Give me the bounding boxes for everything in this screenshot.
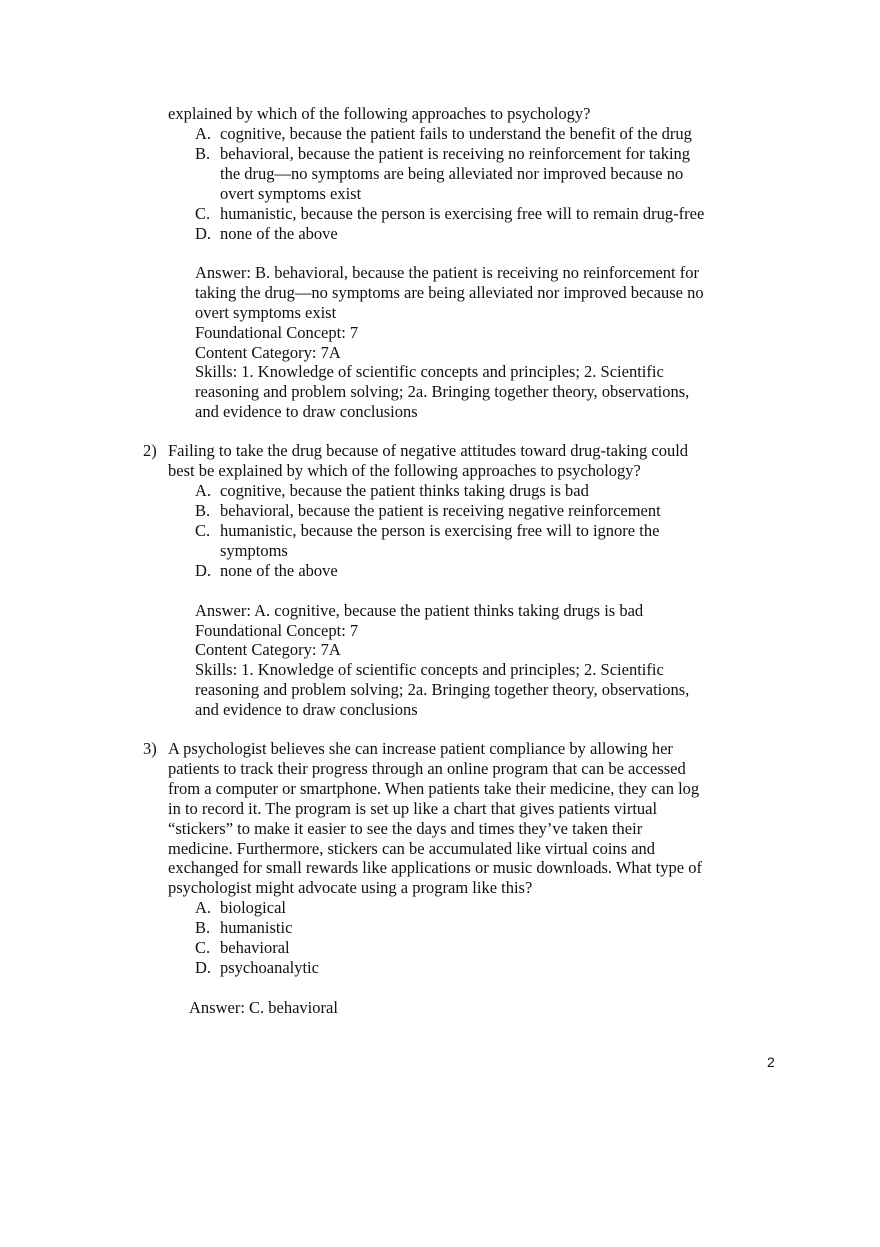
content-category: Content Category: 7A <box>195 343 341 362</box>
question-stem: A psychologist believes she can increase patient compliance by allowing her <box>168 739 673 758</box>
skills-line: and evidence to draw conclusions <box>195 700 418 719</box>
option-letter: D. <box>195 958 212 977</box>
option-letter: B. <box>195 918 211 937</box>
option-text-continuation: overt symptoms exist <box>220 184 362 203</box>
question-stem: best be explained by which of the following approaches to psychology? <box>168 461 641 480</box>
question-stem: “stickers” to make it easier to see the days and times they’ve taken their <box>168 819 643 838</box>
option-text: humanistic, because the person is exercising free will to ignore the <box>220 521 660 540</box>
option-letter: B. <box>195 144 211 163</box>
question-stem: medicine. Furthermore, stickers can be accumulated like virtual coins and <box>168 839 656 858</box>
question-number: 2) <box>143 441 157 460</box>
question-stem: in to record it. The program is set up like a chart that gives patients virtual <box>168 799 658 818</box>
option-text: humanistic, because the person is exercising free will to remain drug-free <box>220 204 705 223</box>
question-stem: explained by which of the following approaches to psychology? <box>168 104 591 123</box>
question-stem: from a computer or smartphone. When patients take their medicine, they can log <box>168 779 700 798</box>
foundational-concept: Foundational Concept: 7 <box>195 323 359 342</box>
option-letter: C. <box>195 521 211 540</box>
answer-line: taking the drug—no symptoms are being alleviated nor improved because no <box>195 283 704 302</box>
foundational-concept: Foundational Concept: 7 <box>195 621 359 640</box>
option-letter: D. <box>195 224 212 243</box>
option-letter: B. <box>195 501 211 520</box>
option-letter: D. <box>195 561 212 580</box>
page-number: 2 <box>767 1054 775 1070</box>
answer-line: Answer: B. behavioral, because the patient is receiving no reinforcement for <box>195 263 699 282</box>
option-text: cognitive, because the patient thinks taking drugs is bad <box>220 481 589 500</box>
option-letter: A. <box>195 481 212 500</box>
content-category: Content Category: 7A <box>195 640 341 659</box>
option-text: psychoanalytic <box>220 958 319 977</box>
skills-line: reasoning and problem solving; 2a. Bringing together theory, observations, <box>195 680 690 699</box>
option-text: behavioral <box>220 938 290 957</box>
skills-line: reasoning and problem solving; 2a. Bringing together theory, observations, <box>195 382 690 401</box>
option-text: behavioral, because the patient is receiving negative reinforcement <box>220 501 661 520</box>
question-number: 3) <box>143 739 157 758</box>
question-stem: exchanged for small rewards like applications or music downloads. What type of <box>168 858 702 877</box>
option-text-continuation: symptoms <box>220 541 288 560</box>
question-stem: psychologist might advocate using a program like this? <box>168 878 533 897</box>
option-text: none of the above <box>220 561 338 580</box>
option-text: biological <box>220 898 286 917</box>
option-letter: A. <box>195 124 212 143</box>
question-stem: Failing to take the drug because of negative attitudes toward drug-taking could <box>168 441 689 460</box>
skills-line: Skills: 1. Knowledge of scientific concepts and principles; 2. Scientific <box>195 362 664 381</box>
option-text: none of the above <box>220 224 338 243</box>
skills-line: and evidence to draw conclusions <box>195 402 418 421</box>
skills-line: Skills: 1. Knowledge of scientific concepts and principles; 2. Scientific <box>195 660 664 679</box>
answer-line: Answer: C. behavioral <box>189 998 338 1017</box>
option-letter: A. <box>195 898 212 917</box>
question-stem: patients to track their progress through an online program that can be accessed <box>168 759 686 778</box>
answer-line: Answer: A. cognitive, because the patient thinks taking drugs is bad <box>195 601 644 620</box>
option-text-continuation: the drug—no symptoms are being alleviated nor improved because no <box>220 164 684 183</box>
option-letter: C. <box>195 938 211 957</box>
option-text: cognitive, because the patient fails to understand the benefit of the drug <box>220 124 692 143</box>
option-text: behavioral, because the patient is receiving no reinforcement for taking <box>220 144 691 163</box>
option-text: humanistic <box>220 918 293 937</box>
answer-line: overt symptoms exist <box>195 303 337 322</box>
option-letter: C. <box>195 204 211 223</box>
